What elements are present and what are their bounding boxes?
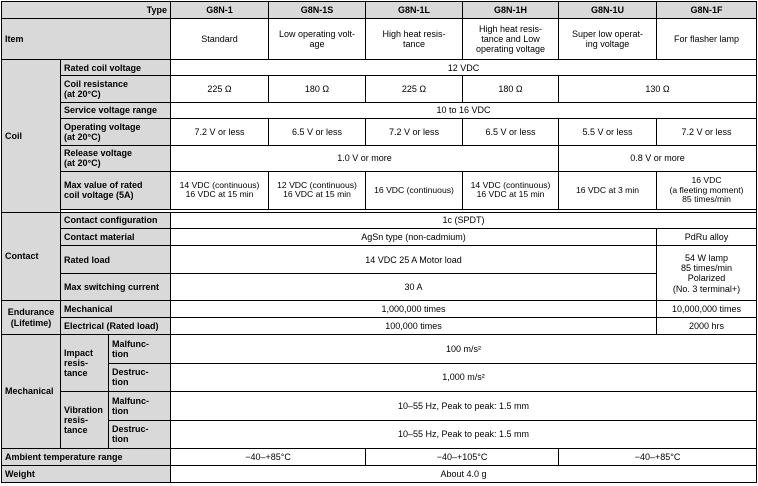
operating-voltage-row [2, 119, 757, 145]
release-voltage-label: Release voltage (at 20°C) [61, 145, 171, 171]
mechanical-endurance-g8n-1f: 10,000,000 times [657, 301, 757, 317]
description-header-row [2, 19, 757, 60]
operating-voltage-g8n-1u: 5.5 V or less [559, 119, 657, 145]
desc-g8n-1: Standard [171, 19, 269, 60]
max-rated-coil-voltage-label: Max value of rated coil voltage (5A) [61, 172, 171, 210]
model-g8n-1u: G8N-1U [559, 2, 657, 19]
max-rated-coil-voltage-g8n-1f: 16 VDC (a fleeting moment) 85 times/min [657, 172, 757, 210]
service-voltage-range-label: Service voltage range [61, 102, 171, 118]
coil-resistance-g8n-1: 225 Ω [171, 76, 269, 102]
max-rated-coil-voltage-g8n-1l: 16 VDC (continuous) [366, 172, 463, 210]
rated-load-g8n-1-to-1u: 14 VDC 25 A Motor load [171, 246, 657, 274]
endurance-group-label: Endurance (Lifetime) [2, 301, 61, 335]
max-switching-current-g8n-1-to-1u: 30 A [171, 273, 657, 301]
ambient-temperature-g8n-1-1s: −40–+85°C [171, 449, 366, 465]
max-rated-coil-voltage-g8n-1h: 14 VDC (continuous) 16 VDC at 15 min [463, 172, 559, 210]
model-g8n-1s: G8N-1S [269, 2, 366, 19]
desc-g8n-1l: High heat resis- tance [366, 19, 463, 60]
weight-value: About 4.0 g [171, 465, 757, 483]
impact-destruction-value: 1,000 m/s² [171, 363, 757, 392]
rated-load-row [2, 246, 757, 274]
impact-resistance-label: Impact resis- tance [61, 335, 109, 392]
rated-coil-voltage-row [2, 60, 757, 76]
mechanical-endurance-label: Mechanical [61, 301, 171, 317]
rated-load-label: Rated load [61, 246, 171, 274]
impact-malfunction-row [2, 335, 757, 364]
desc-g8n-1h: High heat resis- tance and Low operating voltage [463, 19, 559, 60]
vibration-malfunction-value: 10–55 Hz, Peak to peak: 1.5 mm [171, 392, 757, 421]
max-switching-current-label: Max switching current [61, 273, 171, 301]
vibration-destruction-row [2, 420, 757, 449]
contact-configuration-label: Contact configuration [61, 212, 171, 228]
service-voltage-range-value: 10 to 16 VDC [171, 102, 757, 118]
coil-resistance-g8n-1l: 225 Ω [366, 76, 463, 102]
desc-g8n-1f: For flasher lamp [657, 19, 757, 60]
operating-voltage-g8n-1: 7.2 V or less [171, 119, 269, 145]
contact-material-g8n-1f: PdRu alloy [657, 229, 757, 246]
vibration-malfunction-row [2, 392, 757, 421]
desc-g8n-1u: Super low operat- ing voltage [559, 19, 657, 60]
model-g8n-1l: G8N-1L [366, 2, 463, 19]
electrical-endurance-g8n-1f: 2000 hrs [657, 317, 757, 334]
contact-material-label: Contact material [61, 229, 171, 246]
ambient-temperature-row [2, 449, 757, 465]
release-voltage-row [2, 145, 757, 171]
operating-voltage-g8n-1s: 6.5 V or less [269, 119, 366, 145]
vibration-resistance-label: Vibration resis- tance [61, 392, 109, 449]
max-rated-coil-voltage-g8n-1: 14 VDC (continuous) 16 VDC at 15 min [171, 172, 269, 210]
contact-material-g8n-1-to-1u: AgSn type (non-cadmium) [171, 229, 657, 246]
ambient-temperature-g8n-1l-1h: −40–+105°C [366, 449, 559, 465]
item-label: Item [2, 19, 171, 60]
electrical-endurance-label: Electrical (Rated load) [61, 317, 171, 334]
ambient-temperature-g8n-1u-1f: −40–+85°C [559, 449, 757, 465]
mechanical-group-label: Mechanical [2, 335, 61, 449]
vibration-destruction-label: Destruc- tion [109, 420, 171, 449]
rated-coil-voltage-value: 12 VDC [171, 60, 757, 76]
impact-malfunction-value: 100 m/s² [171, 335, 757, 364]
contact-material-row [2, 229, 757, 246]
operating-voltage-g8n-1l: 7.2 V or less [366, 119, 463, 145]
release-voltage-g8n-1u-1f: 0.8 V or more [559, 145, 757, 171]
vibration-destruction-value: 10–55 Hz, Peak to peak: 1.5 mm [171, 420, 757, 449]
desc-g8n-1s: Low operating volt- age [269, 19, 366, 60]
service-voltage-range-row [2, 102, 757, 118]
impact-malfunction-label: Malfunc- tion [109, 335, 171, 364]
impact-destruction-label: Destruc- tion [109, 363, 171, 392]
mechanical-endurance-row [2, 301, 757, 317]
coil-resistance-label: Coil resistance (at 20°C) [61, 76, 171, 102]
coil-resistance-row [2, 76, 757, 102]
max-switching-current-row [2, 273, 757, 301]
release-voltage-g8n-1-to-1h: 1.0 V or more [171, 145, 559, 171]
max-rated-coil-voltage-row [2, 172, 757, 210]
model-g8n-1: G8N-1 [171, 2, 269, 19]
operating-voltage-g8n-1h: 6.5 V or less [463, 119, 559, 145]
model-g8n-1h: G8N-1H [463, 2, 559, 19]
load-and-current-g8n-1f: 54 W lamp 85 times/min Polarized (No. 3 terminal+) [657, 246, 757, 301]
weight-label: Weight [2, 465, 171, 483]
contact-group-label: Contact [2, 212, 61, 301]
operating-voltage-g8n-1f: 7.2 V or less [657, 119, 757, 145]
type-label: Type [2, 2, 171, 19]
contact-configuration-row [2, 212, 757, 228]
operating-voltage-label: Operating voltage (at 20°C) [61, 119, 171, 145]
contact-configuration-value: 1c (SPDT) [171, 212, 757, 228]
rated-coil-voltage-label: Rated coil voltage [61, 60, 171, 76]
electrical-endurance-row [2, 317, 757, 334]
electrical-endurance-g8n-1-to-1u: 100,000 times [171, 317, 657, 334]
coil-resistance-g8n-1h: 180 Ω [463, 76, 559, 102]
vibration-malfunction-label: Malfunc- tion [109, 392, 171, 421]
model-header-row [2, 2, 757, 19]
coil-resistance-g8n-1u-1f: 130 Ω [559, 76, 757, 102]
impact-destruction-row [2, 363, 757, 392]
model-g8n-1f: G8N-1F [657, 2, 757, 19]
coil-resistance-g8n-1s: 180 Ω [269, 76, 366, 102]
mechanical-endurance-g8n-1-to-1u: 1,000,000 times [171, 301, 657, 317]
coil-group-label: Coil [2, 60, 61, 213]
weight-row [2, 465, 757, 483]
ambient-temperature-label: Ambient temperature range [2, 449, 171, 465]
relay-spec-table [1, 1, 757, 483]
max-rated-coil-voltage-g8n-1u: 16 VDC at 3 min [559, 172, 657, 210]
max-rated-coil-voltage-g8n-1s: 12 VDC (continuous) 16 VDC at 15 min [269, 172, 366, 210]
